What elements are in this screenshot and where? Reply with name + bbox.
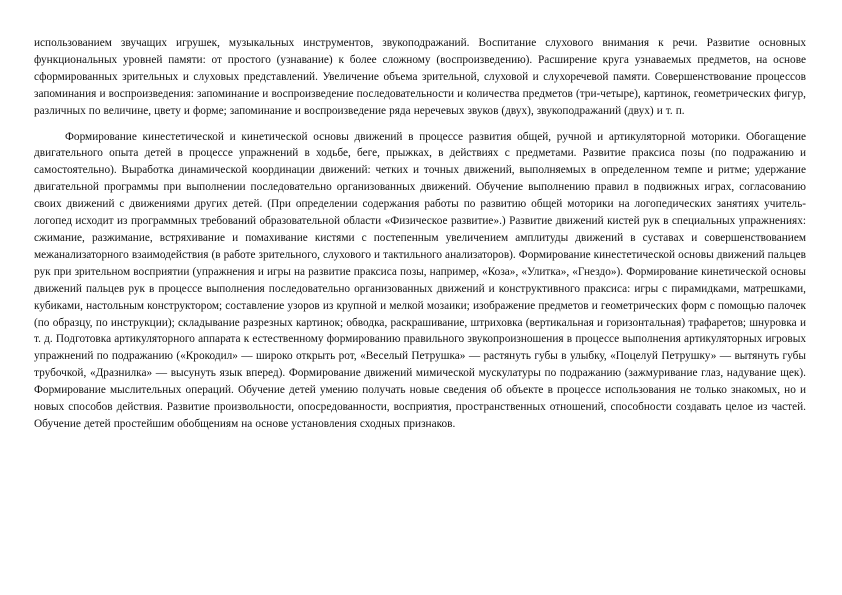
paragraph-memory: использованием звучащих игрушек, музыкальных инструментов, звукоподражаний. Воспитание слухового внимания к речи. Развитие основных функциональных уровней памяти: от простого (узнавание) к более сложному (воспроизведению). Расширение круга узнаваемых предметов, на основе сформированных зрительных и слуховых представлений. Увеличение объема зрительной, слуховой и слухоречевой памяти. Совершенствование процессов запоминания и воспроизведения: запоминание и воспроизведение последовательности и количества предметов (три-четыре), картинок, геометрических фигур, различных по величине, цвету и форме; запоминание и воспроизведение ряда неречевых звуков (двух), звукоподражаний (двух) и т. п. <box>34 37 806 117</box>
paragraph-motor-skills: Формирование кинестетической и кинетической основы движений в процессе развития общей, ручной и артикуляторной моторики. Обогащение двигательного опыта детей в процессе упражнений в ходьбе, беге, прыжках, в действиях с предметами. Развитие праксиса позы (по подражанию и самостоятельно). Выработка динамической координации движений: четких и точных движений, выполняемых в определенном темпе и ритме; удержание двигательной программы при выполнении последовательно организованных движений. Обучение выполнению правил в подвижных играх, согласованию своих движений с движениями других детей. (При определении содержания работы по развитию общей моторики на логопедических занятиях учитель-логопед исходит из программных требований образовательной области «Физическое развитие».) Развитие движений кистей рук в специальных упражнениях: сжимание, разжимание, встряхивание и помахивание кистями с постепенным увеличением амплитуды движений в суставах и совершенствованием межанализаторного взаимодействия (в работе зрительного, слухового и тактильного анализаторов). Формирование кинестетической основы движений пальцев рук при зрительном восприятии (упражнения и игры на развитие праксиса позы, например, «Коза», «Улитка», «Гнездо»). Формирование кинетической основы движений пальцев рук в процессе выполнения последовательно организованных движений и конструктивного праксиса: игры с пирамидками, матрешками, кубиками, настольным конструктором; составление узоров из крупной и мелкой мозаики; изображение предметов и геометрических форм с помощью палочек (по образцу, по инструкции); складывание разрезных картинок; обводка, раскрашивание, штриховка (вертикальная и горизонтальная) трафаретов; шнуровка и т. д. Подготовка артикуляторного аппарата к естественному формированию правильного звукопроизношения в процессе выполнения артикуляторных игровых упражнений по подражанию («Крокодил» — широко открыть рот, «Веселый Петрушка» — растянуть губы в улыбку, «Поцелуй Петрушку» — вытянуть губы трубочкой, «Дразнилка» — высунуть язык вперед). Формирование движений мимической мускулатуры по подражанию (зажмуривание глаз, надувание щек). Формирование мыслительных операций. Обучение детей умению получать новые сведения об объекте в процессе использования не только знакомых, но и новых способов действия. Развитие произвольности, опосредованности, восприятия, пространственных отношений, способности создавать целое из частей. Обучение детей простейшим обобщениям на основе установления сходных признаков. <box>34 130 806 430</box>
